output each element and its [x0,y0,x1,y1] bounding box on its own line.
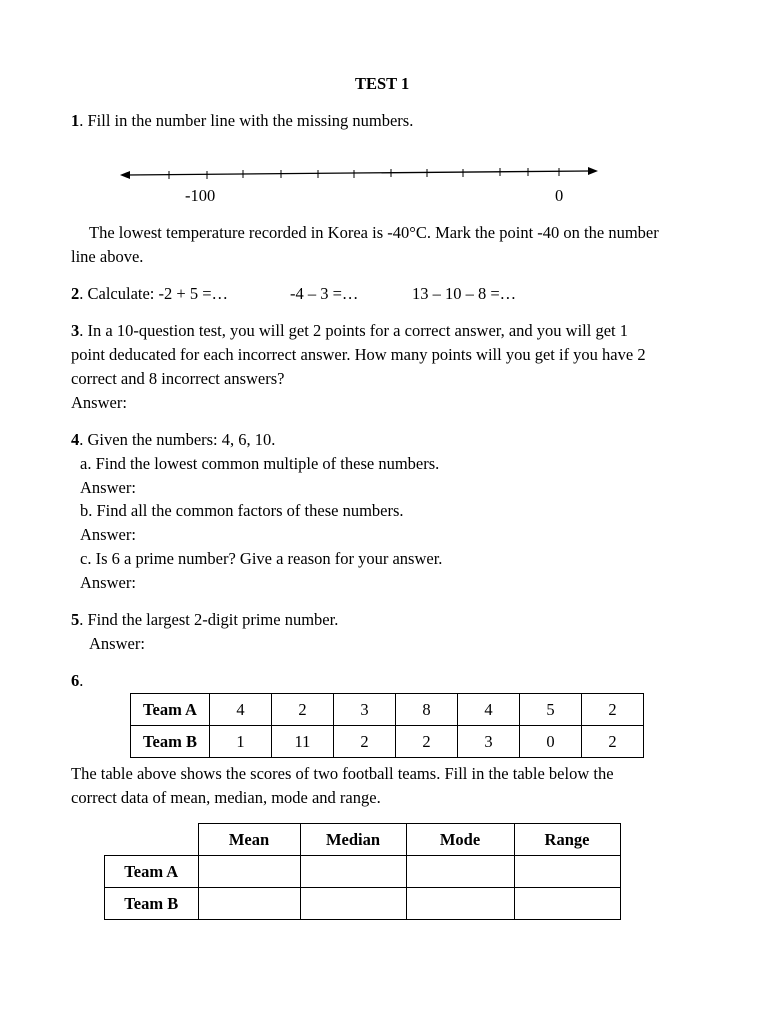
expression-1: -2 + 5 =… [158,284,228,303]
table-cell: 4 [210,694,272,726]
question-number: 4 [71,430,80,449]
scores-table [130,693,644,758]
temperature-note-line-1: The lowest temperature recorded in Korea is -40°C. Mark the point -40 on the number [89,223,659,242]
expression-2: -4 – 3 =… [290,284,359,303]
left-arrow-icon [120,171,130,179]
question-number: 1 [71,111,80,130]
answer-cell[interactable] [198,888,300,920]
table-cell: 8 [396,694,458,726]
table-cell: 1 [210,726,272,758]
question-number: 6 [71,671,80,690]
question-4c-answer[interactable]: Answer: [80,573,136,592]
row-header: Team B [105,888,199,920]
row-header: Team A [105,856,199,888]
table-row [105,888,621,920]
question-number: 3 [71,321,80,340]
question-4 [71,428,275,452]
question-3-line-1 [71,319,628,343]
question-5 [71,608,338,632]
question-3-line-3: correct and 8 incorrect answers? [71,369,285,388]
empty-corner-cell [105,824,199,856]
table-cell: 3 [334,694,396,726]
right-arrow-icon [588,167,598,175]
question-text: . Calculate: [79,284,159,303]
question-4a-answer[interactable]: Answer: [80,478,136,497]
answer-cell[interactable] [514,856,620,888]
table-cell: 2 [582,726,644,758]
table-cell: 0 [520,726,582,758]
answer-cell[interactable] [300,856,406,888]
table-cell: 2 [334,726,396,758]
table-cell: 2 [272,694,334,726]
answer-cell[interactable] [300,888,406,920]
table-row [105,856,621,888]
column-header-mode: Mode [406,824,514,856]
question-2 [71,282,228,306]
number-line-axis [124,171,590,175]
table-cell: 5 [520,694,582,726]
table-cell: 2 [582,694,644,726]
row-header: Team A [131,694,210,726]
statistics-table [104,823,621,920]
question-4b: b. Find all the common factors of these numbers. [80,501,404,520]
table-header-row [105,824,621,856]
question-3-answer[interactable]: Answer: [71,393,127,412]
question-text: . Given the numbers: 4, 6, 10. [79,430,276,449]
number-line-label-minus-100: -100 [185,186,216,205]
question-text: . In a 10-question test, you will get 2 points for a correct answer, and you will get 1 [79,321,629,340]
table-row [131,694,644,726]
number-line[interactable] [118,160,608,184]
column-header-range: Range [514,824,620,856]
question-1 [71,109,413,133]
answer-cell[interactable] [406,856,514,888]
table-cell: 3 [458,726,520,758]
question-dot: . [79,671,84,690]
question-6-line-1: The table above shows the scores of two football teams. Fill in the table below the [71,764,614,783]
answer-cell[interactable] [514,888,620,920]
question-number: 2 [71,284,80,303]
temperature-note-line-2: line above. [71,247,144,266]
row-header: Team B [131,726,210,758]
answer-cell[interactable] [406,888,514,920]
column-header-median: Median [300,824,406,856]
page-title: TEST 1 [355,74,410,93]
column-header-mean: Mean [198,824,300,856]
question-4c: c. Is 6 a prime number? Give a reason for your answer. [80,549,443,568]
table-cell: 4 [458,694,520,726]
question-4b-answer[interactable]: Answer: [80,525,136,544]
question-text: . Fill in the number line with the missing numbers. [79,111,414,130]
answer-cell[interactable] [198,856,300,888]
table-cell: 11 [272,726,334,758]
table-cell: 2 [396,726,458,758]
question-6-line-2: correct data of mean, median, mode and range. [71,788,381,807]
question-5-answer[interactable]: Answer: [89,634,145,653]
question-text: . Find the largest 2-digit prime number. [79,610,339,629]
question-4a: a. Find the lowest common multiple of these numbers. [80,454,440,473]
expression-3: 13 – 10 – 8 =… [412,284,517,303]
question-6 [71,669,83,693]
question-number: 5 [71,610,80,629]
number-line-label-zero: 0 [555,186,564,205]
table-row [131,726,644,758]
question-3-line-2: point deducated for each incorrect answer. How many points will you get if you have 2 [71,345,646,364]
